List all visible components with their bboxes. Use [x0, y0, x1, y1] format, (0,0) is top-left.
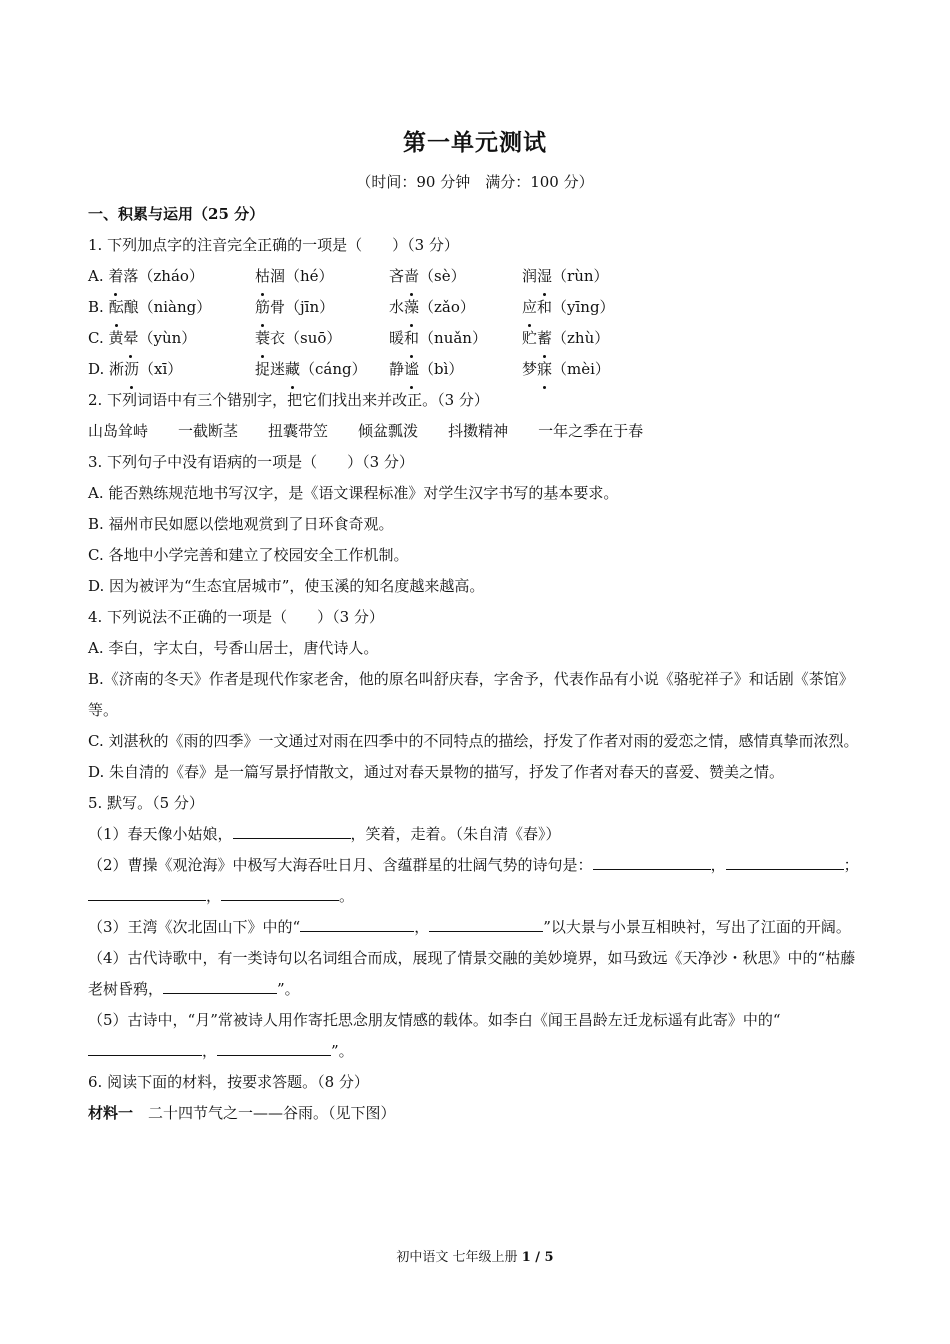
question-6-stem: 6. 阅读下面的材料，按要求答题。（8 分）: [88, 1073, 369, 1091]
question-3-stem: 3. 下列句子中没有语病的一项是（ ）（3 分）: [88, 453, 414, 471]
option-item: 筋骨（jīn）: [255, 292, 389, 323]
emphasis-dot-char: 筋: [255, 292, 270, 323]
exam-subtitle: （时间：90 分钟 满分：100 分）: [356, 173, 594, 191]
answer-blank[interactable]: [221, 882, 339, 901]
option-item: 枯涸（hé）: [255, 261, 389, 292]
option-item: 润湿（rùn）: [522, 261, 609, 292]
option-item: D. 淅沥（xī）: [88, 354, 255, 385]
answer-blank[interactable]: [233, 820, 351, 839]
question-3-option-b: B. 福州市民如愿以偿地观赏到了日环食奇观。: [88, 515, 394, 533]
question-5-item-5: （5）古诗中，“月”常被诗人用作寄托思念朋友情感的载体。如李白《闻王昌龄左迁龙标遥有此寄》中的“， ”。: [88, 1011, 781, 1060]
word-item: 倾盆瓢泼: [358, 422, 419, 440]
emphasis-dot-char: 酝: [109, 292, 124, 323]
answer-blank[interactable]: [88, 1037, 202, 1056]
emphasis-dot-char: 谧: [404, 354, 419, 385]
answer-blank[interactable]: [300, 913, 414, 932]
question-2-words: [88, 416, 864, 447]
option-item: 蓑衣（suō）: [255, 323, 389, 354]
emphasis-dot-char: 蓑: [255, 323, 270, 354]
emphasis-dot-char: 着: [108, 261, 123, 292]
question-1-options: [88, 261, 864, 385]
answer-blank[interactable]: [726, 851, 844, 870]
page-number: 1 / 5: [521, 1250, 554, 1265]
question-5-item-4: （4）古代诗歌中，有一类诗句以名词组合而成，展现了情景交融的美妙境界，如马致远《天净沙・秋思》中的“枯藤老树昏鸦， ”。: [88, 949, 856, 998]
emphasis-dot-char: 和: [404, 323, 419, 354]
emphasis-dot-char: 沥: [124, 354, 139, 385]
word-item: 一截断茎: [178, 422, 239, 440]
emphasis-dot-char: 啬: [404, 261, 419, 292]
question-5-stem: 5. 默写。（5 分）: [88, 794, 204, 812]
option-item: 静谧（bì）: [389, 354, 522, 385]
emphasis-dot-char: 湿: [537, 261, 552, 292]
emphasis-dot-char: 枯: [255, 261, 270, 292]
question-4-option-a: A. 李白，字太白，号香山居士，唐代诗人。: [88, 639, 379, 657]
answer-blank[interactable]: [593, 851, 711, 870]
question-4-option-c: C. 刘湛秋的《雨的四季》一文通过对雨在四季中的不同特点的描绘，抒发了作者对雨的爱恋之情，感情真挚而浓烈。: [88, 732, 859, 750]
question-4-option-b: B.《济南的冬天》作者是现代作家老舍，他的原名叫舒庆春，字舍予，代表作品有小说《骆驼祥子》和话剧《茶馆》等。: [88, 670, 854, 719]
answer-blank[interactable]: [429, 913, 543, 932]
word-item: 抖擞精神: [448, 422, 509, 440]
emphasis-dot-char: 藏: [285, 354, 300, 385]
emphasis-dot-char: 蓄: [537, 323, 552, 354]
question-4-option-d: D. 朱自清的《春》是一篇写景抒情散文，通过对春天景物的描写，抒发了作者对春天的喜爱、赞美之情。: [88, 763, 785, 781]
page-footer: 初中语文 七年级上册 1 / 5: [396, 1250, 554, 1265]
question-3-option-c: C. 各地中小学完善和建立了校园安全工作机制。: [88, 546, 409, 564]
question-5-item-3: （3）王湾《次北固山下》中的“ ， ”以大景与小景互相映衬，写出了江面的开阔。: [88, 912, 864, 943]
exam-body: [88, 199, 864, 1129]
answer-blank[interactable]: [163, 975, 277, 994]
section-heading: 一、积累与运用（25 分）: [88, 205, 265, 223]
question-4-stem: 4. 下列说法不正确的一项是（ ）（3 分）: [88, 608, 384, 626]
question-5-item-1: （1）春天像小姑娘， ，笑着，走着。（朱自清《春》）: [88, 819, 864, 850]
answer-blank[interactable]: [217, 1037, 331, 1056]
word-item: 扭囊带笠: [268, 422, 329, 440]
option-item: B. 酝酿（niàng）: [88, 292, 255, 323]
question-1-stem: 1. 下列加点字的注音完全正确的一项是（ ）（3 分）: [88, 236, 459, 254]
emphasis-dot-char: 寐: [537, 354, 552, 385]
material-label: 材料一: [88, 1104, 134, 1122]
option-row: [88, 354, 864, 385]
option-item: 吝啬（sè）: [389, 261, 522, 292]
option-item: C. 黄晕（yùn）: [88, 323, 255, 354]
option-item: 梦寐（mèi）: [522, 354, 610, 385]
emphasis-dot-char: 晕: [123, 323, 138, 354]
word-item: 一年之季在于春: [538, 422, 644, 440]
answer-blank[interactable]: [88, 882, 206, 901]
option-row: [88, 292, 864, 323]
question-3-option-d: D. 因为被评为“生态宜居城市”，使玉溪的知名度越来越高。: [88, 577, 485, 595]
option-item: A. 着落（zháo）: [88, 261, 255, 292]
option-item: 应和（yīng）: [522, 292, 615, 323]
option-item: 暖和（nuǎn）: [389, 323, 522, 354]
question-2-stem: 2. 下列词语中有三个错别字，把它们找出来并改正。（3 分）: [88, 391, 489, 409]
material-1: 材料一 二十四节气之一——谷雨。（见下图）: [88, 1104, 396, 1122]
option-item: 贮蓄（zhù）: [522, 323, 609, 354]
question-5-item-2: （2）曹操《观沧海》中极写大海吞吐日月、含蕴群星的壮阔气势的诗句是： ， ； ， 。: [88, 850, 864, 912]
option-row: [88, 261, 864, 292]
option-item: 捉迷藏（cáng）: [255, 354, 389, 385]
question-3-option-a: A. 能否熟练规范地书写汉字，是《语文课程标准》对学生汉字书写的基本要求。: [88, 484, 619, 502]
emphasis-dot-char: 藻: [404, 292, 419, 323]
option-row: [88, 323, 864, 354]
emphasis-dot-char: 应: [522, 292, 537, 323]
option-item: 水藻（zǎo）: [389, 292, 522, 323]
page-title: 第一单元测试: [403, 129, 547, 156]
word-item: 山岛耸峙: [88, 422, 149, 440]
